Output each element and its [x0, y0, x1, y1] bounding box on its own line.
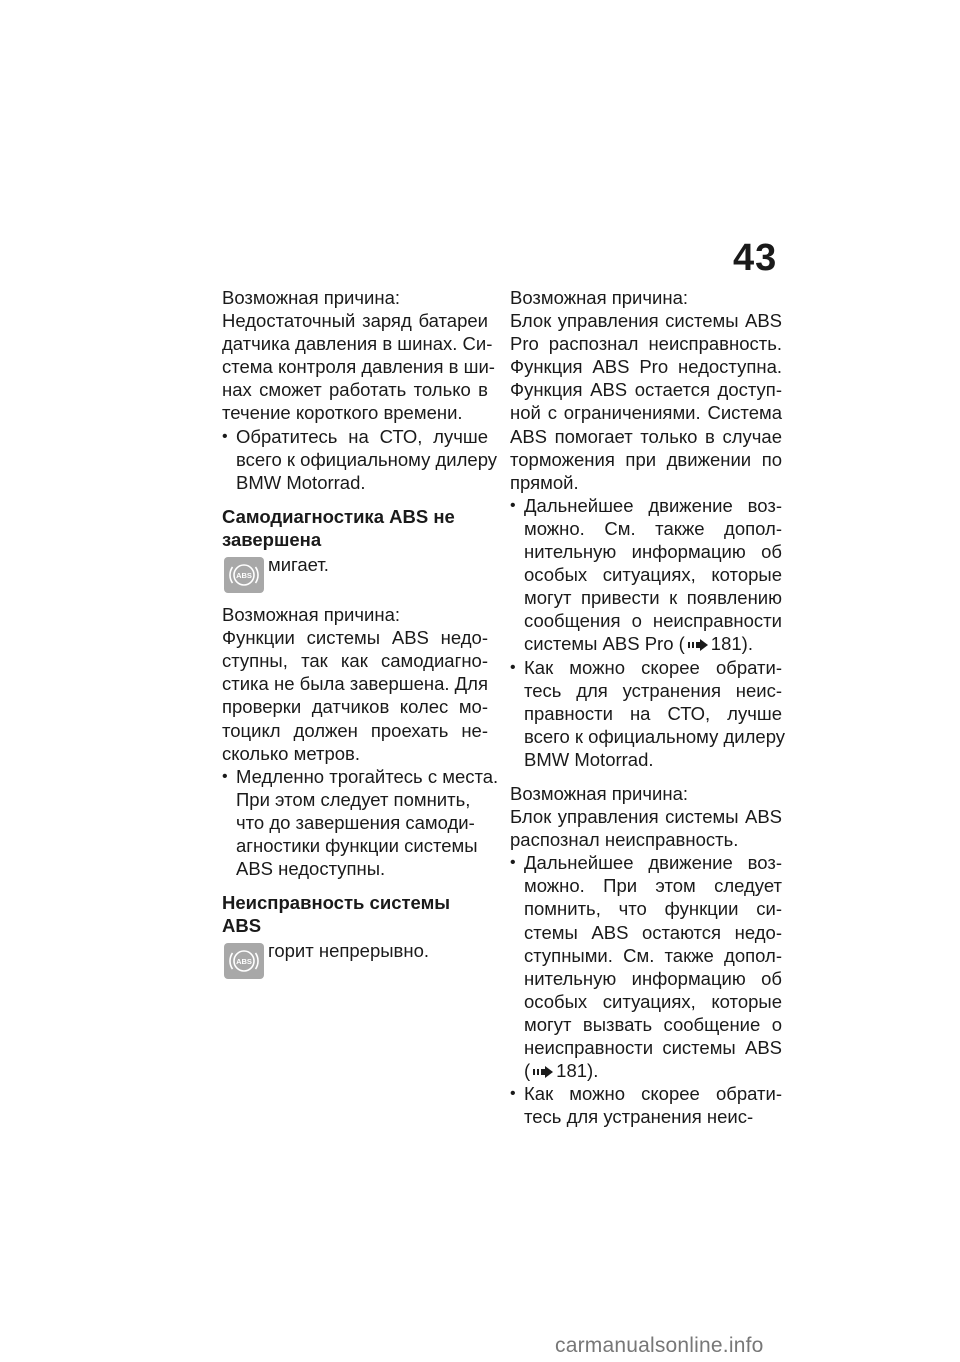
text-line: прямой. [510, 471, 579, 493]
text-line: Функция ABS Pro недоступна. [510, 356, 782, 378]
text-line: BMW Motorrad. [236, 471, 366, 493]
text-line: нах сможет работать только в [222, 379, 488, 401]
cause-text [510, 805, 782, 851]
text-line: Pro распознал неисправность. [510, 333, 782, 355]
cause-text [510, 309, 782, 494]
bullet-item [222, 425, 498, 494]
section-heading [222, 505, 488, 551]
text-line: можно. См. также допол- [524, 517, 782, 539]
text-line: стемы ABS остаются недо- [524, 921, 782, 943]
text-line: течение короткого времени. [222, 402, 463, 424]
text-line: проверки датчиков колес мо- [222, 696, 488, 718]
bullet-item [510, 851, 782, 1082]
text-line: помнить, что функции си- [524, 898, 782, 920]
text-line: распознал неисправность. [510, 829, 739, 851]
section-heading [222, 891, 488, 937]
text-line: ной с ограничениями. Система [510, 402, 782, 424]
text-line: Дальнейшее движение воз- [524, 852, 782, 874]
text-line: особых ситуациях, которые [524, 990, 782, 1012]
bullet-dot: • [510, 496, 516, 514]
reference-prefix: ( [524, 1060, 531, 1082]
text-line: можно. При этом следует [524, 875, 782, 897]
text-line: датчика давления в шинах. Си- [222, 333, 493, 355]
text-line: нительную информацию об [524, 541, 782, 563]
text-line: тоцикл должен проехать не- [222, 719, 488, 741]
text-line: сколько метров. [222, 742, 361, 764]
bullet-item [222, 765, 499, 880]
page-reference[interactable] [510, 632, 782, 655]
right-column [510, 286, 786, 1128]
text-line: Медленно трогайтесь с места. [236, 765, 499, 787]
text-line: неисправности системы ABS [524, 1037, 782, 1058]
text-line: агностики функции системы [236, 834, 478, 856]
text-line: Обратитесь на СТО, лучше [236, 425, 488, 447]
cause-text [222, 309, 495, 424]
cause-label: Возможная причина: [510, 287, 688, 308]
bullet-dot: • [222, 767, 228, 785]
reference-prefix: системы ABS Pro ( [524, 633, 685, 655]
text-line: всего к официальному дилеру [236, 448, 498, 470]
page-reference[interactable] [510, 1059, 782, 1082]
bullet-item [510, 494, 782, 656]
indicator-status: горит непрерывно. [268, 940, 430, 962]
text-line: ступными. См. также допол- [524, 944, 782, 966]
text-line: Блок управления системы ABS [510, 310, 782, 332]
abs-warning-icon [224, 943, 264, 979]
bullet-item [510, 1082, 782, 1128]
text-line: что до завершения самоди- [236, 811, 475, 833]
page-reference-arrow-icon [530, 1061, 556, 1084]
reference-page: 181). [710, 633, 753, 655]
text-line: могут привести к появлению [524, 587, 782, 609]
text-line: Как можно скорее обрати- [524, 1083, 782, 1105]
bullet-dot: • [510, 658, 516, 676]
cause-label: Возможная причина: [510, 782, 688, 804]
text-line: Недостаточный заряд батареи [222, 310, 488, 332]
indicator-status: мигает. [268, 554, 329, 576]
text-line: сообщения о неисправности [524, 610, 782, 632]
bullet-dot: • [510, 854, 516, 872]
page-number: 43 [733, 237, 778, 279]
text-line: Функция ABS остается доступ- [510, 379, 782, 401]
text-line: ступны, так как самодиагно- [222, 650, 488, 672]
text-line: Как можно скорее обрати- [524, 656, 782, 678]
bullet-dot: • [510, 1085, 516, 1103]
text-line: торможения при движении по [510, 448, 782, 470]
bullet-dot: • [222, 427, 228, 445]
text-line: При этом следует помнить, [236, 788, 471, 810]
text-line: Блок управления системы ABS [510, 806, 782, 828]
bullet-item [510, 656, 786, 771]
text-line: стема контроля давления в ши- [222, 356, 495, 378]
abs-warning-icon [224, 557, 264, 593]
text-line: могут вызвать сообщение о [524, 1013, 782, 1035]
indicator-row [222, 939, 488, 982]
watermark: carmanualsonline.info [555, 1334, 764, 1357]
reference-page: 181). [556, 1060, 599, 1082]
text-line: Функции системы ABS недо- [222, 627, 488, 649]
svg-text:ABS: ABS [236, 571, 252, 581]
indicator-row [222, 553, 488, 596]
heading-line: Самодиагностика ABS не [222, 505, 455, 527]
text-line: ABS помогает только в случае [510, 425, 782, 447]
svg-text:ABS: ABS [236, 957, 252, 967]
page-reference-arrow-icon [685, 634, 711, 657]
heading-line: завершена [222, 528, 322, 550]
text-line: Дальнейшее движение воз- [524, 494, 782, 516]
text-line: тесь для устранения неис- [524, 679, 782, 701]
text-line: стика не была завершена. Для [222, 673, 488, 695]
heading-line: ABS [222, 915, 262, 937]
text-line: ABS недоступны. [236, 858, 386, 880]
text-line: всего к официальному дилеру [524, 725, 786, 747]
text-line: правности на СТО, лучше [524, 702, 782, 724]
cause-label: Возможная причина: [222, 287, 400, 308]
cause-label: Возможная причина: [222, 604, 400, 626]
text-line: BMW Motorrad. [524, 748, 654, 770]
text-line: особых ситуациях, которые [524, 564, 782, 586]
text-line: тесь для устранения неис- [524, 1106, 754, 1128]
left-column [222, 286, 499, 982]
cause-text [222, 626, 488, 765]
text-line: нительную информацию об [524, 967, 782, 989]
heading-line: Неисправность системы [222, 892, 451, 914]
